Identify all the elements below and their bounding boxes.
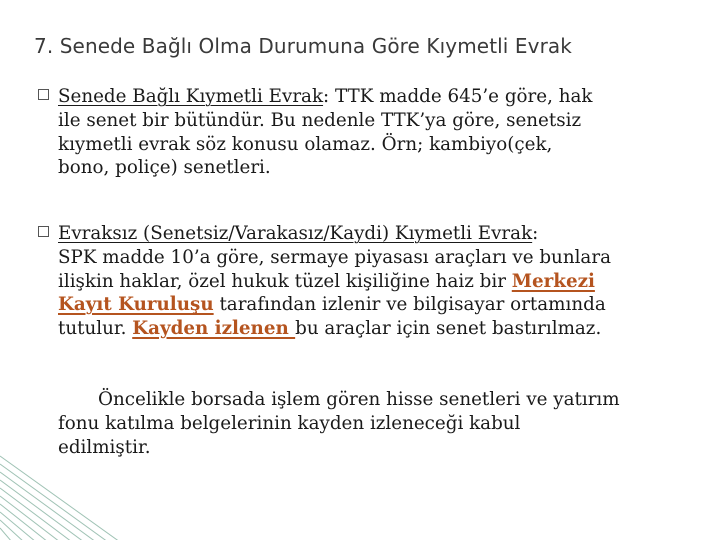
highlight-kayit-kurulusu: Kayıt Kuruluşu xyxy=(58,294,214,316)
corner-stripes-decoration xyxy=(0,450,120,540)
paragraph-line xyxy=(58,222,698,246)
text-fragment: tutulur. xyxy=(58,318,133,340)
paragraph-line: edilmiştir. xyxy=(58,436,151,458)
text-fragment: : TTK madde 645’e göre, hak xyxy=(323,86,593,107)
bullet-box-icon xyxy=(38,226,49,237)
paragraph-line xyxy=(58,388,698,412)
paragraph-line xyxy=(58,85,698,109)
paragraph-line xyxy=(58,270,698,294)
bullet-box-icon xyxy=(38,89,49,100)
paragraph-evraksiz xyxy=(58,222,698,341)
text-fragment: bu araçlar için senet bastırılmaz. xyxy=(295,318,602,340)
paragraph-line: SPK madde 10’a göre, sermaye piyasası araçları ve bunlara xyxy=(58,246,611,268)
text-fragment: ilişkin haklar, özel hukuk tüzel kişiliğine haiz bir xyxy=(58,270,512,292)
paragraph-line: fonu katılma belgelerinin kayden izleneceği kabul xyxy=(58,412,521,434)
highlight-merkezi: Merkezi xyxy=(511,270,595,292)
paragraph-senede-bagli xyxy=(58,85,698,180)
highlight-kayden-izlenen: Kayden izlenen xyxy=(132,318,296,340)
paragraph-oncelikle xyxy=(58,388,698,459)
term-evraksiz: Evraksız (Senetsiz/Varakasız/Kaydi) Kıymetli Evrak xyxy=(58,223,533,244)
paragraph-line: bono, poliçe) senetleri. xyxy=(58,157,271,179)
term-senede-bagli: Senede Bağlı Kıymetli Evrak xyxy=(58,86,324,107)
paragraph-line: kıymetli evrak söz konusu olamaz. Örn; kambiyo(çek, xyxy=(58,133,553,155)
paragraph-line: ile senet bir bütündür. Bu nedenle TTK’ya göre, senetsiz xyxy=(58,109,582,131)
text-fragment: tarafından izlenir ve bilgisayar ortamında xyxy=(213,294,606,316)
paragraph-line xyxy=(58,293,698,317)
slide-title: 7. Senede Bağlı Olma Durumuna Göre Kıymetli Evrak xyxy=(34,34,572,58)
text-fragment: : xyxy=(532,223,539,244)
paragraph-line xyxy=(58,317,698,341)
text-fragment: Öncelikle borsada işlem gören hisse senetleri ve yatırım xyxy=(98,389,620,410)
